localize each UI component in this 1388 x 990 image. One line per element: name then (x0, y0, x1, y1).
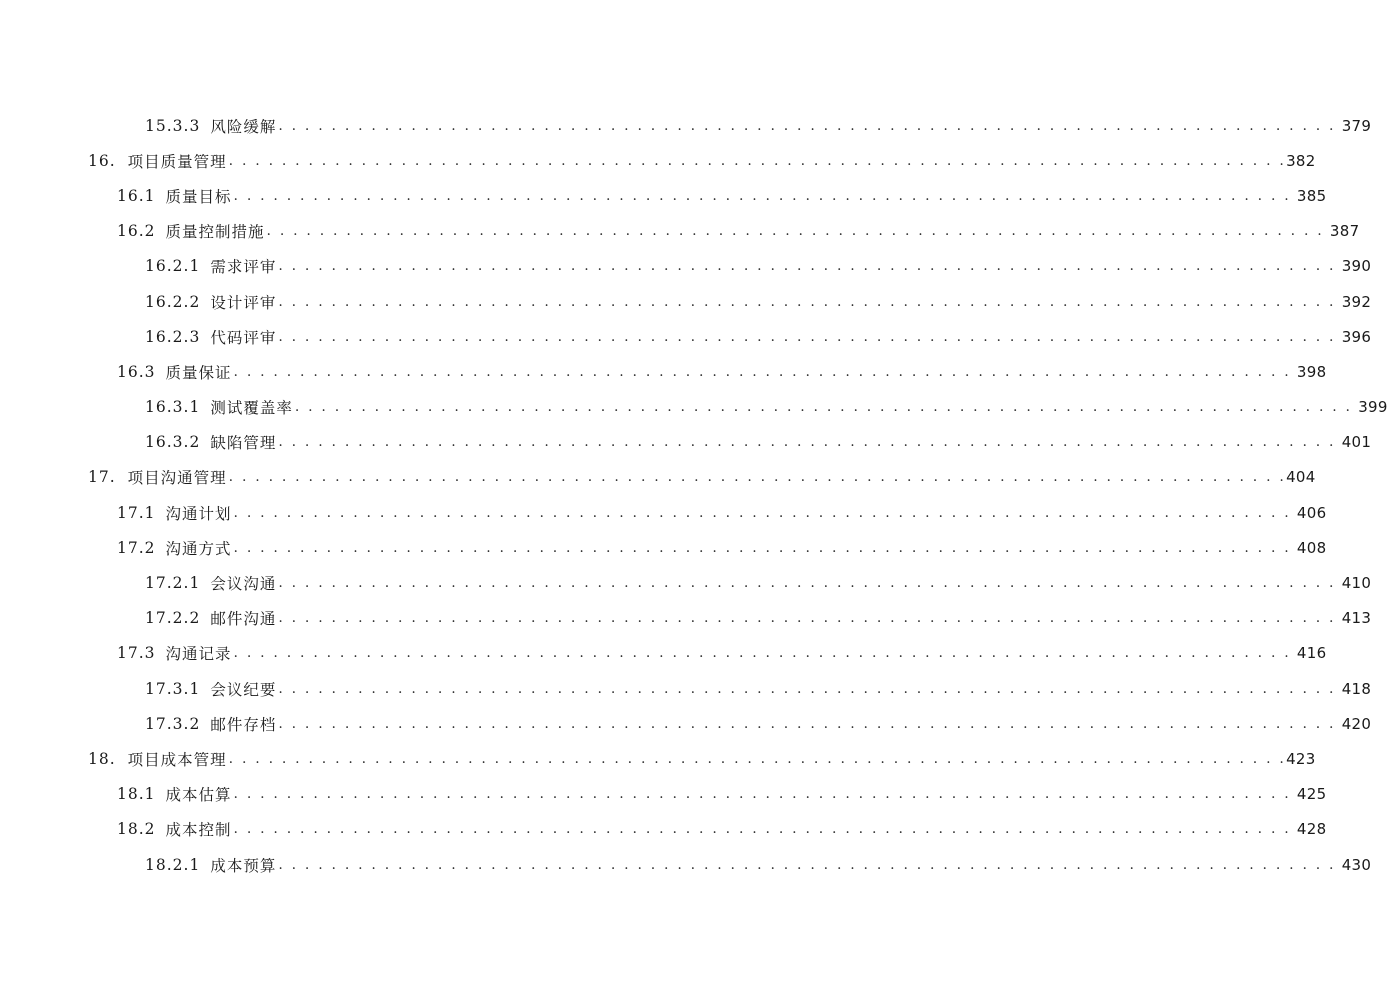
dot-leader: . . . . . . . . . . . . . . . . . . . . . . . . . . . . . . . . . . . . . . . . . . . . . . . . . . . . . . . . . . . . . . . . . . . . . . . . . . . . . . . . (278, 328, 1336, 345)
toc-entry[interactable] (0, 601, 1372, 636)
toc-entry-page-number: 416 (1296, 644, 1327, 663)
dot-leader: . . . . . . . . . . . . . . . . . . . . . . . . . . . . . . . . . . . . . . . . . . . . . . . . . . . . . . . . . . . . . . . . . . . . . . . . . . . . . . . . (233, 187, 1291, 204)
toc-entry-page-number: 423 (1286, 749, 1316, 768)
toc-entry[interactable] (0, 108, 1372, 143)
dot-leader: . . . . . . . . . . . . . . . . . . . . . . . . . . . . . . . . . . . . . . . . . . . . . . . . . . . . . . . . . . . . . . . . . . . . . . . . . . . . . . . . (278, 856, 1336, 873)
toc-entry[interactable] (0, 671, 1372, 706)
toc-entry-page-number: 425 (1296, 785, 1327, 804)
dot-leader: . . . . . . . . . . . . . . . . . . . . . . . . . . . . . . . . . . . . . . . . . . . . . . . . . . . . . . . . . . . . . . . . . . . . . . . . . . . . . . . . (233, 363, 1291, 380)
toc-entry[interactable] (0, 495, 1327, 530)
dot-leader: . . . . . . . . . . . . . . . . . . . . . . . . . . . . . . . . . . . . . . . . . . . . . . . . . . . . . . . . . . . . . . . . . . . . . . . . . . . . . . . . (228, 750, 1287, 767)
toc-entry-page-number: 404 (1286, 468, 1316, 487)
toc-entry-page-number: 382 (1286, 151, 1316, 170)
toc-entry-number: 17. (88, 468, 116, 487)
dot-leader: . . . . . . . . . . . . . . . . . . . . . . . . . . . . . . . . . . . . . . . . . . . . . . . . . . . . . . . . . . . . . . . . . . . . . . . . . . . . . . . . (278, 610, 1336, 627)
toc-entry-title: 邮件存档 (210, 715, 277, 734)
toc-entry-number: 16. (88, 151, 116, 170)
dot-leader: . . . . . . . . . . . . . . . . . . . . . . . . . . . . . . . . . . . . . . . . . . . . . . . . . . . . . . . . . . . . . . . . . . . . . . . . . . . . . . . . (233, 504, 1291, 521)
toc-entry[interactable] (0, 847, 1372, 882)
toc-entry-title: 风险缓解 (210, 117, 277, 136)
toc-entry-title: 质量保证 (165, 363, 232, 382)
toc-entry-number: 16.3.2 (145, 433, 201, 452)
toc-entry[interactable] (0, 812, 1327, 847)
toc-entry[interactable] (0, 354, 1327, 389)
toc-entry-number: 15.3.3 (145, 116, 201, 135)
toc-entry-number: 18. (88, 749, 116, 768)
toc-entry-page-number: 410 (1341, 574, 1372, 593)
toc-entry-title: 邮件沟通 (210, 610, 277, 629)
toc-entry-number: 16.3 (117, 362, 156, 381)
dot-leader: . . . . . . . . . . . . . . . . . . . . . . . . . . . . . . . . . . . . . . . . . . . . . . . . . . . . . . . . . . . . . . . . . . . . . . . . . . . . . . . . (278, 575, 1336, 592)
toc-entry-number: 18.2 (117, 820, 156, 839)
dot-leader: . . . . . . . . . . . . . . . . . . . . . . . . . . . . . . . . . . . . . . . . . . . . . . . . . . . . . . . . . . . . . . . . . . . . . . . . . . . . . . . . (278, 258, 1336, 275)
toc-entry-title: 测试覆盖率 (210, 399, 293, 418)
toc-entry-page-number: 379 (1341, 116, 1372, 135)
toc-entry-title: 设计评审 (210, 293, 277, 312)
toc-entry-title: 沟通方式 (165, 539, 232, 558)
toc-entry-title: 沟通记录 (165, 645, 232, 664)
toc-entry[interactable] (0, 390, 1388, 425)
toc-entry-page-number: 406 (1296, 503, 1327, 522)
toc-entry-title: 成本控制 (165, 821, 232, 840)
toc-entry-number: 17.2.1 (145, 574, 201, 593)
dot-leader: . . . . . . . . . . . . . . . . . . . . . . . . . . . . . . . . . . . . . . . . . . . . . . . . . . . . . . . . . . . . . . . . . . . . . . . . . . . . . . . . (233, 786, 1291, 803)
toc-entry-page-number: 392 (1341, 292, 1372, 311)
toc-entry-page-number: 398 (1296, 362, 1327, 381)
toc-entry[interactable] (0, 143, 1316, 178)
toc-entry-number: 17.3 (117, 644, 156, 663)
toc-entry-number: 17.2.2 (145, 609, 201, 628)
toc-entry-title: 成本估算 (165, 786, 232, 805)
toc-entry-title: 项目质量管理 (127, 152, 227, 171)
toc-entry-title: 会议纪要 (210, 680, 277, 699)
toc-entry[interactable] (0, 178, 1327, 213)
toc-entry-title: 缺陷管理 (210, 434, 277, 453)
toc-entry-number: 17.3.1 (145, 679, 201, 698)
dot-leader: . . . . . . . . . . . . . . . . . . . . . . . . . . . . . . . . . . . . . . . . . . . . . . . . . . . . . . . . . . . . . . . . . . . . . . . . . . . . . . . . (228, 469, 1287, 486)
toc-entry-number: 17.2 (117, 538, 156, 557)
toc-entry-page-number: 420 (1341, 714, 1372, 733)
toc-entry[interactable] (0, 636, 1327, 671)
toc-entry-page-number: 430 (1341, 855, 1372, 874)
toc-entry-number: 16.1 (117, 186, 156, 205)
dot-leader: . . . . . . . . . . . . . . . . . . . . . . . . . . . . . . . . . . . . . . . . . . . . . . . . . . . . . . . . . . . . . . . . . . . . . . . . . . . . . . . . (278, 117, 1336, 134)
toc-entry[interactable] (0, 741, 1316, 776)
toc-entry-title: 项目沟通管理 (127, 469, 227, 488)
toc-entry-page-number: 399 (1358, 398, 1388, 417)
toc-entry-number: 16.2.1 (145, 257, 201, 276)
table-of-contents (0, 108, 1388, 882)
toc-entry-title: 代码评审 (210, 328, 277, 347)
toc-entry-title: 需求评审 (210, 258, 277, 277)
toc-entry-number: 18.1 (117, 785, 156, 804)
toc-entry-number: 16.2 (117, 222, 156, 241)
toc-entry[interactable] (0, 777, 1327, 812)
toc-entry[interactable] (0, 460, 1316, 495)
toc-entry[interactable] (0, 565, 1372, 600)
toc-entry-title: 项目成本管理 (127, 750, 227, 769)
dot-leader: . . . . . . . . . . . . . . . . . . . . . . . . . . . . . . . . . . . . . . . . . . . . . . . . . . . . . . . . . . . . . . . . . . . . . . . . . . . . . . . . (233, 645, 1291, 662)
toc-entry[interactable] (0, 214, 1360, 249)
toc-entry-title: 质量目标 (165, 187, 232, 206)
toc-entry-title: 成本预算 (210, 856, 277, 875)
toc-entry-number: 16.2.2 (145, 292, 201, 311)
dot-leader: . . . . . . . . . . . . . . . . . . . . . . . . . . . . . . . . . . . . . . . . . . . . . . . . . . . . . . . . . . . . . . . . . . . . . . . . . . . . . . . . (294, 399, 1353, 416)
toc-entry-page-number: 387 (1329, 222, 1360, 241)
toc-entry-number: 16.2.3 (145, 327, 201, 346)
toc-entry-number: 18.2.1 (145, 855, 201, 874)
toc-entry[interactable] (0, 425, 1372, 460)
toc-entry-page-number: 385 (1296, 186, 1327, 205)
toc-entry-page-number: 396 (1341, 327, 1372, 346)
dot-leader: . . . . . . . . . . . . . . . . . . . . . . . . . . . . . . . . . . . . . . . . . . . . . . . . . . . . . . . . . . . . . . . . . . . . . . . . . . . . . . . . (278, 434, 1336, 451)
toc-entry-title: 会议沟通 (210, 575, 277, 594)
dot-leader: . . . . . . . . . . . . . . . . . . . . . . . . . . . . . . . . . . . . . . . . . . . . . . . . . . . . . . . . . . . . . . . . . . . . . . . . . . . . . . . . (278, 715, 1336, 732)
toc-entry-number: 16.3.1 (145, 398, 201, 417)
toc-entry-page-number: 401 (1341, 433, 1372, 452)
dot-leader: . . . . . . . . . . . . . . . . . . . . . . . . . . . . . . . . . . . . . . . . . . . . . . . . . . . . . . . . . . . . . . . . . . . . . . . . . . . . . . . . (278, 293, 1336, 310)
dot-leader: . . . . . . . . . . . . . . . . . . . . . . . . . . . . . . . . . . . . . . . . . . . . . . . . . . . . . . . . . . . . . . . . . . . . . . . . . . . . . . . . (228, 152, 1287, 169)
toc-entry-page-number: 428 (1296, 820, 1327, 839)
toc-entry-page-number: 418 (1341, 679, 1372, 698)
toc-entry[interactable] (0, 249, 1372, 284)
toc-entry-number: 17.1 (117, 503, 156, 522)
toc-entry[interactable] (0, 706, 1372, 741)
toc-entry-title: 沟通计划 (165, 504, 232, 523)
toc-entry-page-number: 408 (1296, 538, 1327, 557)
dot-leader: . . . . . . . . . . . . . . . . . . . . . . . . . . . . . . . . . . . . . . . . . . . . . . . . . . . . . . . . . . . . . . . . . . . . . . . . . . . . . . . . (266, 223, 1324, 240)
dot-leader: . . . . . . . . . . . . . . . . . . . . . . . . . . . . . . . . . . . . . . . . . . . . . . . . . . . . . . . . . . . . . . . . . . . . . . . . . . . . . . . . (278, 680, 1336, 697)
toc-entry[interactable] (0, 530, 1327, 565)
toc-entry[interactable] (0, 284, 1372, 319)
toc-entry-page-number: 390 (1341, 257, 1372, 276)
toc-entry[interactable] (0, 319, 1372, 354)
toc-entry-page-number: 413 (1341, 609, 1372, 628)
toc-entry-title: 质量控制措施 (165, 223, 265, 242)
dot-leader: . . . . . . . . . . . . . . . . . . . . . . . . . . . . . . . . . . . . . . . . . . . . . . . . . . . . . . . . . . . . . . . . . . . . . . . . . . . . . . . . (233, 539, 1291, 556)
dot-leader: . . . . . . . . . . . . . . . . . . . . . . . . . . . . . . . . . . . . . . . . . . . . . . . . . . . . . . . . . . . . . . . . . . . . . . . . . . . . . . . . (233, 821, 1291, 838)
toc-entry-number: 17.3.2 (145, 714, 201, 733)
